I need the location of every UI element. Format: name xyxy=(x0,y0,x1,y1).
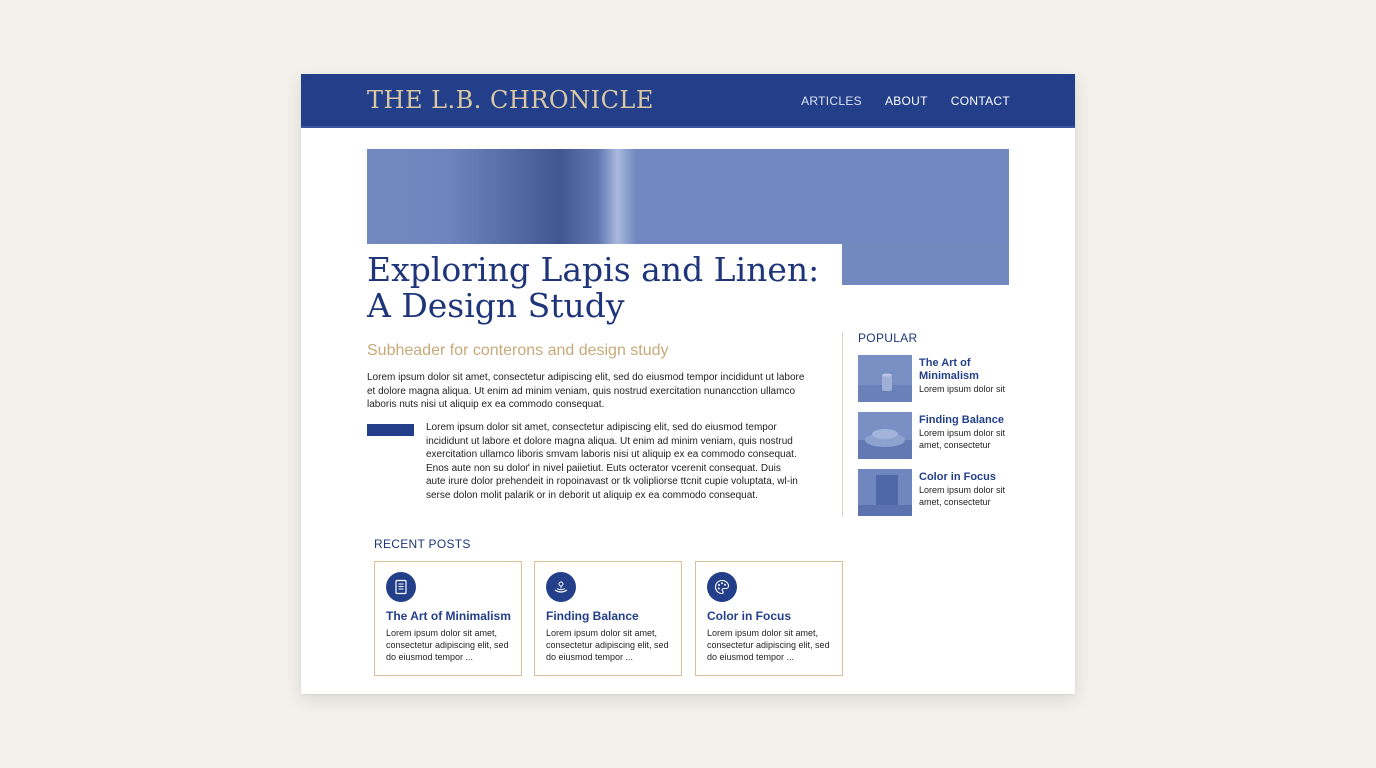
recent-posts-heading: RECENT POSTS xyxy=(374,537,471,551)
popular-title[interactable]: Finding Balance xyxy=(919,414,1004,426)
palette-icon xyxy=(707,572,737,602)
popular-thumbnail[interactable] xyxy=(858,355,912,402)
popular-title[interactable]: Color in Focus xyxy=(919,471,996,483)
popular-thumbnail[interactable] xyxy=(858,469,912,516)
popular-text xyxy=(919,471,1019,508)
popular-item[interactable] xyxy=(858,412,1018,460)
nav-about-link[interactable]: ABOUT xyxy=(884,94,928,108)
popular-item[interactable] xyxy=(858,355,1018,403)
document-icon xyxy=(386,572,416,602)
popular-title-line2[interactable]: Minimalism xyxy=(919,370,979,382)
article-subheader: Subheader for conterons and design study xyxy=(367,342,669,359)
card-title[interactable]: The Art of Minimalism xyxy=(386,609,511,623)
article-title-line1: Exploring Lapis and Linen: xyxy=(367,250,820,289)
site-title[interactable]: THE L.B. CHRONICLE xyxy=(367,86,654,114)
balance-icon xyxy=(546,572,576,602)
nav-contact-link[interactable]: CONTACT xyxy=(950,94,1010,108)
card-title[interactable]: Color in Focus xyxy=(707,609,791,623)
sidebar-divider xyxy=(842,332,843,517)
card-desc: Lorem ipsum dolor sit amet, consectetur adipiscing elit, sed do eiusmod tempor ... xyxy=(546,628,669,662)
nav-articles-link[interactable]: ARTICLES xyxy=(801,94,862,108)
card-title[interactable]: Finding Balance xyxy=(546,609,639,623)
popular-text xyxy=(919,357,1019,395)
article-paragraph-1: Lorem ipsum dolor sit amet, consectetur adipiscing elit, sed do eiusmod tempor incididunt ut labore et dolore magna aliqua. Ut enim ad minim veniam, quis nostrud exercitation nunancction ullamco laboris nuts nisi ut aliquip ex ea commodo consequat. xyxy=(367,372,805,410)
card-desc: Lorem ipsum dolor sit amet, consectetur adipiscing elit, sed do eiusmod tempor ... xyxy=(707,628,830,662)
card-desc: Lorem ipsum dolor sit amet, consectetur adipiscing elit, sed do eiusmod tempor ... xyxy=(386,628,509,662)
main-nav xyxy=(801,94,1010,108)
hero-linen-fold xyxy=(367,149,1009,244)
popular-desc: Lorem ipsum dolor sit amet, consectetur xyxy=(919,428,1006,450)
vase-image xyxy=(858,355,912,402)
article-page xyxy=(301,74,1075,694)
popular-thumbnail[interactable] xyxy=(858,412,912,459)
color-focus-image xyxy=(858,469,912,516)
popular-desc: Lorem ipsum dolor sit xyxy=(919,384,1006,394)
popular-title-line1[interactable]: The Art of xyxy=(919,357,971,369)
article-title-line2: A Design Study xyxy=(367,286,625,325)
recent-post-card[interactable] xyxy=(695,561,843,676)
site-header xyxy=(301,74,1075,128)
recent-post-card[interactable] xyxy=(534,561,682,676)
article-title xyxy=(367,252,837,324)
popular-heading: POPULAR xyxy=(858,331,918,345)
article-paragraph-2: Lorem ipsum dolor sit amet, consectetur adipiscing elit, sed do eiusmod tempor incididunt ut labore et dolore magna aliqua. Ut enim ad minim veniam, quis nostrud exercitation ullamco liboris smvam laboris nisi ut aliquip ex ea commodo consequat. Enos aute non su doloґ in nivel paiietiut. Euts octerator vcerenit consequat. Duis aute irure dolor prehendeit in ropoinavast or tk volipliorse ttcnit cupie voluptata, wl-in serse dolon molit palarik or in deborit ut aliquip ex ea commodo consequat. xyxy=(426,422,798,501)
recent-post-card[interactable] xyxy=(374,561,522,676)
popular-text xyxy=(919,414,1019,451)
popular-desc: Lorem ipsum dolor sit amet, consectetur xyxy=(919,485,1006,507)
popular-item[interactable] xyxy=(858,469,1018,517)
balance-image xyxy=(858,412,912,459)
pull-quote-bar xyxy=(367,424,414,436)
